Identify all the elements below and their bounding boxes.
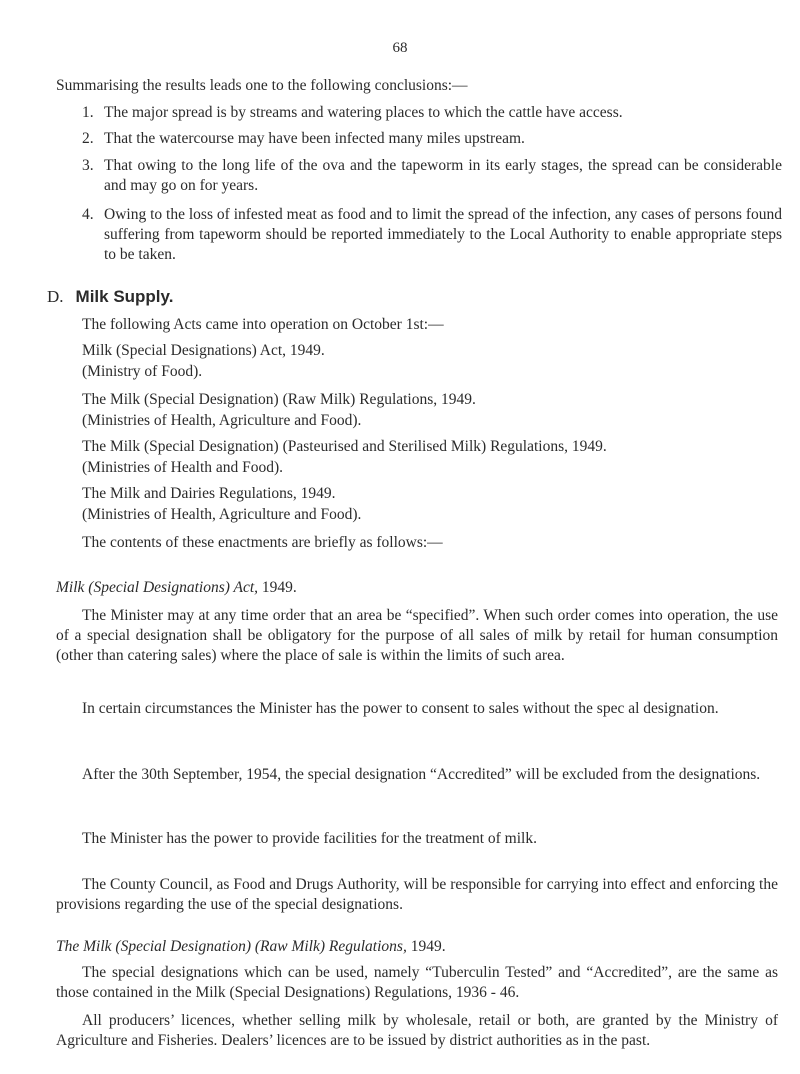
paragraph: The special designations which can be used, namely “Tuberculin Tested” and “Accredited”, are the same as those contained in the Milk (Special Designations) Regulations, 1936 - 46. xyxy=(56,964,778,1001)
contents-intro: The contents of these enactments are briefly as follows:— xyxy=(82,534,443,551)
conclusion-text: The major spread is by streams and watering places to which the cattle have access. xyxy=(104,104,623,121)
paragraph: All producers’ licences, whether selling milk by wholesale, retail or both, are granted by the Ministry of Agriculture and Fisheries. Dealers’ licences are to be issued by district authorities as in the past. xyxy=(56,1012,778,1049)
act-ministry: (Ministries of Health and Food). xyxy=(82,459,284,476)
conclusion-item xyxy=(82,156,782,196)
paragraph: The County Council, as Food and Drugs Authority, will be responsible for carrying into effect and enforcing the provisions regarding the use of the special designations. xyxy=(56,876,778,913)
paragraph: The Minister has the power to provide facilities for the treatment of milk. xyxy=(82,830,537,847)
conclusion-text: That owing to the long life of the ova and the tapeworm in its early stages, the spread can be considerable and may go on for years. xyxy=(104,157,782,194)
paragraph: After the 30th September, 1954, the special designation “Accredited” will be excluded from the designations. xyxy=(82,766,761,783)
subheading-regulations-year: 1949. xyxy=(406,938,446,955)
section-letter: D. xyxy=(47,287,64,306)
intro-text: Summarising the results leads one to the following conclusions:— xyxy=(56,77,468,94)
page-number: 68 xyxy=(392,40,408,56)
act-ministry: (Ministry of Food). xyxy=(82,363,203,380)
act-name: The Milk (Special Designation) (Pasteurised and Sterilised Milk) Regulations, 1949. xyxy=(82,438,607,455)
section-title: Milk Supply. xyxy=(75,287,174,306)
act-name: The Milk (Special Designation) (Raw Milk) Regulations, 1949. xyxy=(82,391,476,408)
subheading-act xyxy=(56,578,778,598)
conclusion-item xyxy=(82,103,782,123)
paragraph: In certain circumstances the Minister has the power to consent to sales without the spec al designation. xyxy=(82,700,719,717)
conclusion-number: 1. xyxy=(82,104,94,121)
subheading-regulations xyxy=(56,937,778,957)
conclusion-text: That the watercourse may have been infected many miles upstream. xyxy=(104,130,525,147)
conclusion-item xyxy=(82,205,782,265)
section-heading xyxy=(47,287,767,307)
act-name: The Milk and Dairies Regulations, 1949. xyxy=(82,485,336,502)
conclusion-text: Owing to the loss of infested meat as food and to limit the spread of the infection, any cases of persons found suffering from tapeworm should be reported immediately to the Local Authority to enable appropriate steps to be taken. xyxy=(104,206,782,263)
act-ministry: (Ministries of Health, Agriculture and Food). xyxy=(82,506,362,523)
conclusion-number: 3. xyxy=(82,157,94,174)
subheading-act-title: Milk (Special Designations) Act, xyxy=(56,579,259,596)
paragraph: The Minister may at any time order that an area be “specified”. When such order comes into operation, the use of a special designation shall be obligatory for the purpose of all sales of milk by retail for human consumption (other than catering sales) where the place of sale is within the limits of such area. xyxy=(56,607,778,664)
act-name: Milk (Special Designations) Act, 1949. xyxy=(82,342,325,359)
conclusion-number: 2. xyxy=(82,130,94,147)
subheading-regulations-title: The Milk (Special Designation) (Raw Milk) Regulations, xyxy=(56,938,407,955)
conclusion-item xyxy=(82,129,782,149)
conclusion-number: 4. xyxy=(82,206,94,223)
subheading-act-year: 1949. xyxy=(258,579,297,596)
acts-intro: The following Acts came into operation on October 1st:— xyxy=(82,316,444,333)
act-ministry: (Ministries of Health, Agriculture and Food). xyxy=(82,412,362,429)
